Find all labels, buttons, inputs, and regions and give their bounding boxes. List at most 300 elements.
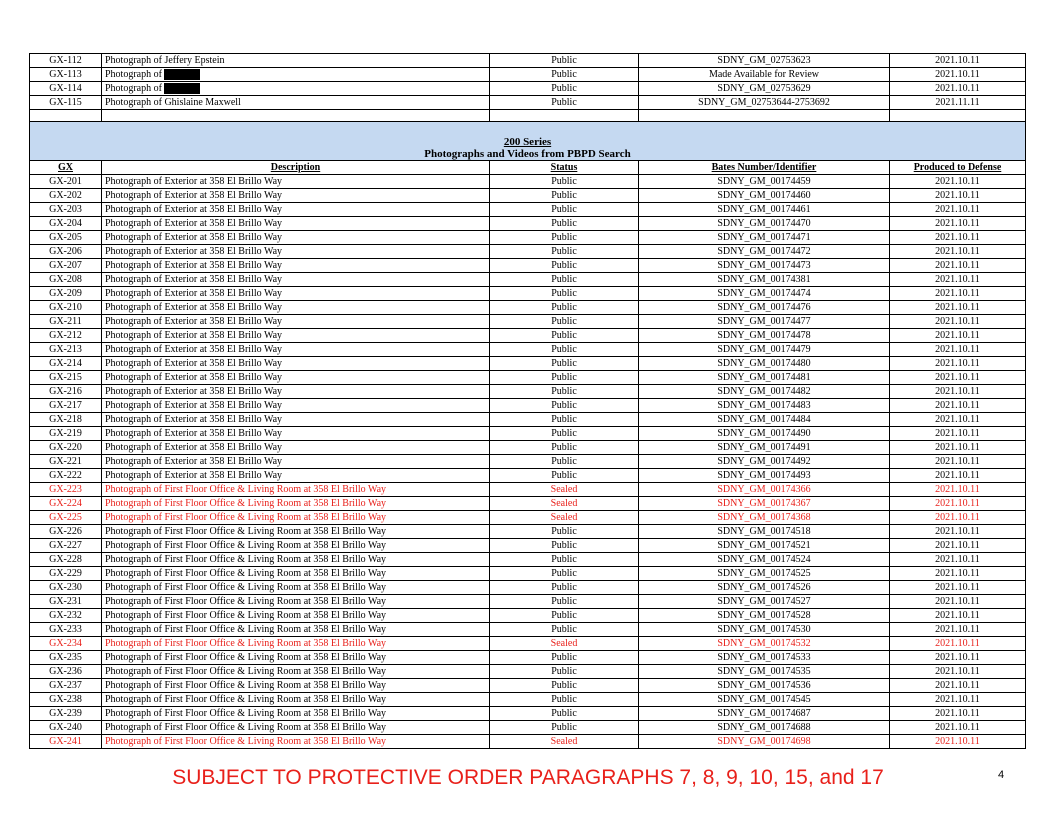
exhibit-number: GX-211	[30, 315, 102, 329]
table-row	[30, 721, 1026, 735]
produced-date: 2021.10.11	[890, 581, 1026, 595]
bates-number: SDNY_GM_00174381	[639, 273, 890, 287]
exhibit-number: GX-215	[30, 371, 102, 385]
exhibit-description	[102, 679, 490, 693]
description-text: Photograph of Exterior at 358 El Brillo Way	[105, 330, 283, 341]
description-text: Photograph of First Floor Office & Living Room at 358 El Brillo Way	[105, 722, 387, 733]
bates-number: SDNY_GM_00174532	[639, 637, 890, 651]
table-row	[30, 427, 1026, 441]
description-text: Photograph of Exterior at 358 El Brillo Way	[105, 218, 283, 229]
exhibit-description	[102, 54, 490, 68]
exhibit-number: GX-221	[30, 455, 102, 469]
produced-date: 2021.10.11	[890, 54, 1026, 68]
description-text: Photograph of Jeffery Epstein	[105, 55, 225, 66]
exhibit-status: Public	[490, 245, 639, 259]
exhibit-status: Public	[490, 539, 639, 553]
table-row	[30, 679, 1026, 693]
bates-number: SDNY_GM_00174698	[639, 735, 890, 749]
description-text: Photograph of Exterior at 358 El Brillo Way	[105, 372, 283, 383]
produced-date: 2021.10.11	[890, 693, 1026, 707]
exhibit-description	[102, 301, 490, 315]
table-row	[30, 581, 1026, 595]
bates-number: SDNY_GM_00174527	[639, 595, 890, 609]
exhibit-status: Sealed	[490, 483, 639, 497]
exhibit-description	[102, 357, 490, 371]
exhibit-number: GX-218	[30, 413, 102, 427]
produced-date: 2021.10.11	[890, 651, 1026, 665]
table-row	[30, 525, 1026, 539]
bates-number: SDNY_GM_00174518	[639, 525, 890, 539]
exhibit-description	[102, 553, 490, 567]
table-row	[30, 245, 1026, 259]
description-text: Photograph of Exterior at 358 El Brillo Way	[105, 260, 283, 271]
exhibit-status: Public	[490, 54, 639, 68]
exhibit-number: GX-209	[30, 287, 102, 301]
exhibit-number: GX-212	[30, 329, 102, 343]
header-gx: GX	[30, 161, 102, 175]
table-row	[30, 567, 1026, 581]
description-text: Photograph of First Floor Office & Living Room at 358 El Brillo Way	[105, 596, 387, 607]
exhibit-list	[29, 53, 1025, 749]
produced-date: 2021.10.11	[890, 679, 1026, 693]
exhibit-description	[102, 595, 490, 609]
produced-date: 2021.10.11	[890, 357, 1026, 371]
redaction-block	[164, 83, 200, 94]
exhibit-number: GX-202	[30, 189, 102, 203]
exhibit-description	[102, 693, 490, 707]
produced-date: 2021.10.11	[890, 231, 1026, 245]
produced-date: 2021.10.11	[890, 273, 1026, 287]
exhibit-status: Public	[490, 469, 639, 483]
exhibit-description	[102, 651, 490, 665]
table-row	[30, 385, 1026, 399]
bates-number: SDNY_GM_02753629	[639, 82, 890, 96]
description-text: Photograph of Exterior at 358 El Brillo Way	[105, 316, 283, 327]
exhibit-status: Public	[490, 609, 639, 623]
exhibit-number: GX-225	[30, 511, 102, 525]
exhibit-status: Public	[490, 203, 639, 217]
header-bates: Bates Number/Identifier	[639, 161, 890, 175]
description-text: Photograph of Exterior at 358 El Brillo Way	[105, 344, 283, 355]
exhibit-description	[102, 203, 490, 217]
exhibit-table	[29, 53, 1026, 749]
table-row	[30, 497, 1026, 511]
produced-date: 2021.10.11	[890, 203, 1026, 217]
bates-number: SDNY_GM_00174477	[639, 315, 890, 329]
description-text: Photograph of Ghislaine Maxwell	[105, 97, 241, 108]
exhibit-status: Public	[490, 371, 639, 385]
description-text: Photograph of Exterior at 358 El Brillo Way	[105, 232, 283, 243]
description-text: Photograph of First Floor Office & Living Room at 358 El Brillo Way	[105, 582, 387, 593]
exhibit-number: GX-214	[30, 357, 102, 371]
produced-date: 2021.10.11	[890, 385, 1026, 399]
produced-date: 2021.10.11	[890, 469, 1026, 483]
bates-number: SDNY_GM_00174536	[639, 679, 890, 693]
description-text: Photograph of	[105, 69, 162, 80]
table-row	[30, 357, 1026, 371]
description-text: Photograph of Exterior at 358 El Brillo Way	[105, 386, 283, 397]
exhibit-description	[102, 343, 490, 357]
produced-date: 2021.10.11	[890, 329, 1026, 343]
exhibit-description	[102, 68, 490, 82]
exhibit-status: Public	[490, 581, 639, 595]
exhibit-status: Public	[490, 301, 639, 315]
exhibit-description	[102, 525, 490, 539]
produced-date: 2021.10.11	[890, 525, 1026, 539]
table-row	[30, 651, 1026, 665]
protective-order-notice: SUBJECT TO PROTECTIVE ORDER PARAGRAPHS 7, 8, 9, 10, 15, and 17	[172, 766, 884, 789]
exhibit-status: Public	[490, 96, 639, 110]
exhibit-status: Public	[490, 665, 639, 679]
table-row	[30, 483, 1026, 497]
header-status: Status	[490, 161, 639, 175]
exhibit-description	[102, 469, 490, 483]
exhibit-number: GX-241	[30, 735, 102, 749]
exhibit-description	[102, 427, 490, 441]
exhibit-status: Public	[490, 175, 639, 189]
bates-number: SDNY_GM_00174528	[639, 609, 890, 623]
produced-date: 2021.10.11	[890, 371, 1026, 385]
exhibit-number: GX-219	[30, 427, 102, 441]
description-text: Photograph of First Floor Office & Living Room at 358 El Brillo Way	[105, 666, 387, 677]
table-row	[30, 665, 1026, 679]
exhibit-status: Public	[490, 217, 639, 231]
description-text: Photograph of First Floor Office & Living Room at 358 El Brillo Way	[105, 484, 387, 495]
exhibit-number: GX-216	[30, 385, 102, 399]
produced-date: 2021.10.11	[890, 595, 1026, 609]
table-row	[30, 609, 1026, 623]
table-row	[30, 189, 1026, 203]
table-row	[30, 96, 1026, 110]
bates-number: SDNY_GM_00174687	[639, 707, 890, 721]
produced-date: 2021.10.11	[890, 497, 1026, 511]
bates-number: SDNY_GM_00174367	[639, 497, 890, 511]
produced-date: 2021.10.11	[890, 511, 1026, 525]
exhibit-status: Public	[490, 189, 639, 203]
series-band	[30, 122, 1026, 161]
description-text: Photograph of Exterior at 358 El Brillo Way	[105, 428, 283, 439]
exhibit-number: GX-228	[30, 553, 102, 567]
exhibit-status: Public	[490, 329, 639, 343]
table-row	[30, 637, 1026, 651]
table-row	[30, 315, 1026, 329]
exhibit-status: Public	[490, 525, 639, 539]
table-row	[30, 287, 1026, 301]
description-text: Photograph of First Floor Office & Living Room at 358 El Brillo Way	[105, 680, 387, 691]
exhibit-description	[102, 637, 490, 651]
produced-date: 2021.10.11	[890, 399, 1026, 413]
produced-date: 2021.10.11	[890, 567, 1026, 581]
table-row	[30, 82, 1026, 96]
exhibit-description	[102, 511, 490, 525]
produced-date: 2021.10.11	[890, 707, 1026, 721]
bates-number: SDNY_GM_00174530	[639, 623, 890, 637]
produced-date: 2021.10.11	[890, 721, 1026, 735]
description-text: Photograph of Exterior at 358 El Brillo Way	[105, 274, 283, 285]
exhibit-status: Sealed	[490, 637, 639, 651]
produced-date: 2021.10.11	[890, 637, 1026, 651]
description-text: Photograph of Exterior at 358 El Brillo Way	[105, 176, 283, 187]
table-row	[30, 273, 1026, 287]
exhibit-description	[102, 82, 490, 96]
description-text: Photograph of First Floor Office & Living Room at 358 El Brillo Way	[105, 512, 387, 523]
exhibit-description	[102, 665, 490, 679]
description-text: Photograph of Exterior at 358 El Brillo Way	[105, 414, 283, 425]
table-row	[30, 511, 1026, 525]
exhibit-description	[102, 329, 490, 343]
exhibit-status: Public	[490, 259, 639, 273]
description-text: Photograph of	[105, 83, 162, 94]
description-text: Photograph of First Floor Office & Living Room at 358 El Brillo Way	[105, 554, 387, 565]
header-description: Description	[102, 161, 490, 175]
exhibit-rows	[30, 175, 1026, 749]
exhibit-number: GX-239	[30, 707, 102, 721]
produced-date: 2021.10.11	[890, 623, 1026, 637]
bates-number: SDNY_GM_00174482	[639, 385, 890, 399]
bates-number: SDNY_GM_00174459	[639, 175, 890, 189]
exhibit-status: Public	[490, 679, 639, 693]
exhibit-number: GX-235	[30, 651, 102, 665]
exhibit-status: Sealed	[490, 735, 639, 749]
produced-date: 2021.10.11	[890, 217, 1026, 231]
exhibit-description	[102, 413, 490, 427]
table-row	[30, 693, 1026, 707]
description-text: Photograph of Exterior at 358 El Brillo Way	[105, 246, 283, 257]
description-text: Photograph of First Floor Office & Living Room at 358 El Brillo Way	[105, 610, 387, 621]
series-title: 200 Series	[503, 136, 552, 148]
exhibit-status: Public	[490, 441, 639, 455]
description-text: Photograph of Exterior at 358 El Brillo Way	[105, 442, 283, 453]
exhibit-status: Public	[490, 68, 639, 82]
exhibit-status: Public	[490, 427, 639, 441]
description-text: Photograph of First Floor Office & Living Room at 358 El Brillo Way	[105, 638, 387, 649]
produced-date: 2021.10.11	[890, 665, 1026, 679]
exhibit-status: Public	[490, 707, 639, 721]
exhibit-status: Public	[490, 315, 639, 329]
exhibit-description	[102, 441, 490, 455]
exhibit-description	[102, 455, 490, 469]
table-row	[30, 623, 1026, 637]
table-row	[30, 231, 1026, 245]
bates-number: SDNY_GM_00174473	[639, 259, 890, 273]
exhibit-status: Public	[490, 455, 639, 469]
bates-number: SDNY_GM_00174481	[639, 371, 890, 385]
bates-number: SDNY_GM_00174476	[639, 301, 890, 315]
description-text: Photograph of First Floor Office & Living Room at 358 El Brillo Way	[105, 526, 387, 537]
table-row	[30, 175, 1026, 189]
bates-number: SDNY_GM_00174491	[639, 441, 890, 455]
exhibit-description	[102, 287, 490, 301]
produced-date: 2021.10.11	[890, 68, 1026, 82]
description-text: Photograph of Exterior at 358 El Brillo Way	[105, 302, 283, 313]
exhibit-status: Public	[490, 287, 639, 301]
exhibit-number: GX-230	[30, 581, 102, 595]
bates-number: SDNY_GM_00174526	[639, 581, 890, 595]
bates-number: SDNY_GM_00174484	[639, 413, 890, 427]
produced-date: 2021.10.11	[890, 539, 1026, 553]
exhibit-status: Public	[490, 567, 639, 581]
table-row	[30, 399, 1026, 413]
description-text: Photograph of Exterior at 358 El Brillo Way	[105, 470, 283, 481]
table-row	[30, 707, 1026, 721]
exhibit-number: GX-204	[30, 217, 102, 231]
table-row	[30, 553, 1026, 567]
produced-date: 2021.10.11	[890, 287, 1026, 301]
exhibit-status: Sealed	[490, 511, 639, 525]
table-row	[30, 329, 1026, 343]
exhibit-description	[102, 483, 490, 497]
produced-date: 2021.10.11	[890, 245, 1026, 259]
bates-number: SDNY_GM_00174368	[639, 511, 890, 525]
bates-number: SDNY_GM_00174545	[639, 693, 890, 707]
bates-number: SDNY_GM_00174478	[639, 329, 890, 343]
exhibit-number: GX-233	[30, 623, 102, 637]
produced-date: 2021.10.11	[890, 441, 1026, 455]
exhibit-number: GX-224	[30, 497, 102, 511]
description-text: Photograph of First Floor Office & Living Room at 358 El Brillo Way	[105, 652, 387, 663]
exhibit-number: GX-205	[30, 231, 102, 245]
description-text: Photograph of First Floor Office & Living Room at 358 El Brillo Way	[105, 498, 387, 509]
exhibit-number: GX-231	[30, 595, 102, 609]
exhibit-description	[102, 189, 490, 203]
bates-number: SDNY_GM_00174490	[639, 427, 890, 441]
exhibit-number: GX-113	[30, 68, 102, 82]
exhibit-description	[102, 735, 490, 749]
bates-number: Made Available for Review	[639, 68, 890, 82]
bates-number: SDNY_GM_00174366	[639, 483, 890, 497]
page-number: 4	[998, 769, 1005, 781]
exhibit-number: GX-112	[30, 54, 102, 68]
exhibit-number: GX-210	[30, 301, 102, 315]
exhibit-number: GX-203	[30, 203, 102, 217]
exhibit-status: Public	[490, 231, 639, 245]
exhibit-description	[102, 175, 490, 189]
exhibit-number: GX-229	[30, 567, 102, 581]
description-text: Photograph of Exterior at 358 El Brillo Way	[105, 400, 283, 411]
exhibit-number: GX-227	[30, 539, 102, 553]
table-row	[30, 735, 1026, 749]
table-row	[30, 217, 1026, 231]
exhibit-status: Public	[490, 623, 639, 637]
table-row	[30, 54, 1026, 68]
description-text: Photograph of Exterior at 358 El Brillo Way	[105, 456, 283, 467]
table-row	[30, 343, 1026, 357]
exhibit-description	[102, 245, 490, 259]
produced-date: 2021.10.11	[890, 343, 1026, 357]
produced-date: 2021.10.11	[890, 175, 1026, 189]
description-text: Photograph of First Floor Office & Living Room at 358 El Brillo Way	[105, 694, 387, 705]
exhibit-number: GX-240	[30, 721, 102, 735]
exhibit-description	[102, 581, 490, 595]
bates-number: SDNY_GM_00174524	[639, 553, 890, 567]
exhibit-number: GX-222	[30, 469, 102, 483]
exhibit-number: GX-236	[30, 665, 102, 679]
exhibit-status: Public	[490, 385, 639, 399]
description-text: Photograph of First Floor Office & Living Room at 358 El Brillo Way	[105, 736, 387, 747]
exhibit-description	[102, 315, 490, 329]
exhibit-status: Public	[490, 343, 639, 357]
bates-number: SDNY_GM_00174460	[639, 189, 890, 203]
bates-number: SDNY_GM_00174470	[639, 217, 890, 231]
series-subtitle: Photographs and Videos from PBPD Search	[424, 148, 631, 160]
table-row	[30, 413, 1026, 427]
produced-date: 2021.11.11	[890, 96, 1026, 110]
produced-date: 2021.10.11	[890, 553, 1026, 567]
exhibit-status: Public	[490, 721, 639, 735]
exhibit-description	[102, 539, 490, 553]
produced-date: 2021.10.11	[890, 455, 1026, 469]
exhibit-description	[102, 609, 490, 623]
bates-number: SDNY_GM_00174492	[639, 455, 890, 469]
bates-number: SDNY_GM_00174533	[639, 651, 890, 665]
description-text: Photograph of First Floor Office & Living Room at 358 El Brillo Way	[105, 624, 387, 635]
exhibit-number: GX-115	[30, 96, 102, 110]
table-row	[30, 441, 1026, 455]
exhibit-description	[102, 96, 490, 110]
exhibit-status: Public	[490, 273, 639, 287]
bates-number: SDNY_GM_00174535	[639, 665, 890, 679]
exhibit-description	[102, 217, 490, 231]
table-row	[30, 469, 1026, 483]
exhibit-number: GX-234	[30, 637, 102, 651]
description-text: Photograph of Exterior at 358 El Brillo Way	[105, 190, 283, 201]
bates-number: SDNY_GM_00174688	[639, 721, 890, 735]
table-row	[30, 455, 1026, 469]
description-text: Photograph of Exterior at 358 El Brillo Way	[105, 288, 283, 299]
exhibit-status: Public	[490, 651, 639, 665]
exhibit-number: GX-114	[30, 82, 102, 96]
exhibit-number: GX-213	[30, 343, 102, 357]
exhibit-number: GX-201	[30, 175, 102, 189]
produced-date: 2021.10.11	[890, 427, 1026, 441]
produced-date: 2021.10.11	[890, 259, 1026, 273]
exhibit-number: GX-232	[30, 609, 102, 623]
description-text: Photograph of First Floor Office & Living Room at 358 El Brillo Way	[105, 708, 387, 719]
exhibit-status: Public	[490, 357, 639, 371]
bates-number: SDNY_GM_00174493	[639, 469, 890, 483]
description-text: Photograph of Exterior at 358 El Brillo Way	[105, 204, 283, 215]
table-row	[30, 595, 1026, 609]
produced-date: 2021.10.11	[890, 315, 1026, 329]
exhibit-number: GX-237	[30, 679, 102, 693]
exhibit-description	[102, 721, 490, 735]
exhibit-number: GX-220	[30, 441, 102, 455]
description-text: Photograph of First Floor Office & Living Room at 358 El Brillo Way	[105, 540, 387, 551]
produced-date: 2021.10.11	[890, 609, 1026, 623]
exhibit-status: Sealed	[490, 497, 639, 511]
bates-number: SDNY_GM_00174525	[639, 567, 890, 581]
bates-number: SDNY_GM_00174479	[639, 343, 890, 357]
exhibit-number: GX-207	[30, 259, 102, 273]
exhibit-number: GX-238	[30, 693, 102, 707]
exhibit-status: Public	[490, 595, 639, 609]
bates-number: SDNY_GM_00174471	[639, 231, 890, 245]
exhibit-status: Public	[490, 553, 639, 567]
table-row	[30, 301, 1026, 315]
table-row	[30, 371, 1026, 385]
bates-number: SDNY_GM_00174474	[639, 287, 890, 301]
table-row	[30, 539, 1026, 553]
bates-number: SDNY_GM_00174480	[639, 357, 890, 371]
table-row	[30, 259, 1026, 273]
header-produced: Produced to Defense	[890, 161, 1026, 175]
description-text: Photograph of First Floor Office & Living Room at 358 El Brillo Way	[105, 568, 387, 579]
blank-row	[30, 110, 1026, 122]
produced-date: 2021.10.11	[890, 483, 1026, 497]
column-headers	[30, 161, 1026, 175]
exhibit-status: Public	[490, 399, 639, 413]
exhibit-description	[102, 273, 490, 287]
